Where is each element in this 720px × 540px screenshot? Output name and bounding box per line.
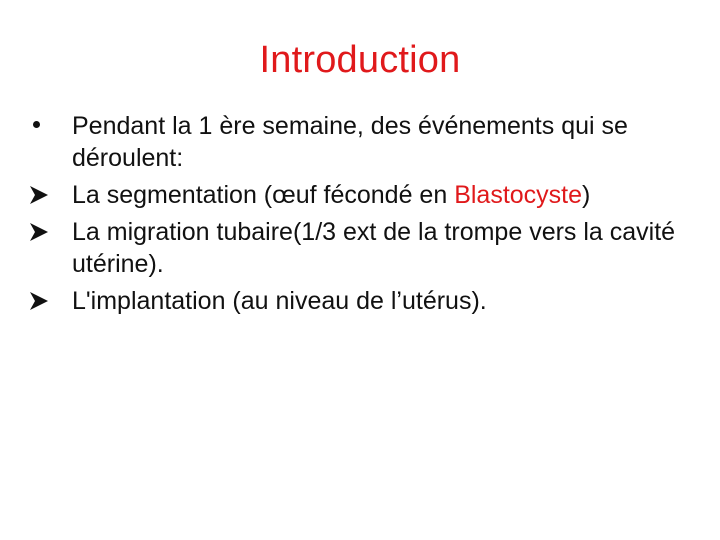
arrowhead-bullet-icon	[28, 216, 58, 243]
arrowhead-bullet-icon	[28, 285, 58, 312]
list-item	[28, 179, 698, 211]
arrowhead-bullet-icon	[28, 179, 58, 206]
list-item-text: La segmentation (œuf fécondé en	[72, 181, 455, 209]
highlight-text: Blastocyste	[454, 181, 583, 209]
slide-body	[28, 110, 698, 322]
slide-title: Introduction	[259, 39, 461, 81]
list-item	[28, 285, 698, 317]
bullet-icon	[28, 110, 58, 142]
list-item-text: Pendant la 1 ère semaine, des événements qui se déroulent:	[72, 112, 628, 172]
list-item-text: La migration tubaire(1/3 ext de la trompe vers la cavité utérine).	[72, 218, 676, 278]
list-item	[28, 110, 698, 174]
list-item-text-end: )	[582, 181, 591, 209]
list-item-text: L'implantation (au niveau de l’utérus).	[72, 287, 487, 315]
list-item	[28, 216, 698, 280]
